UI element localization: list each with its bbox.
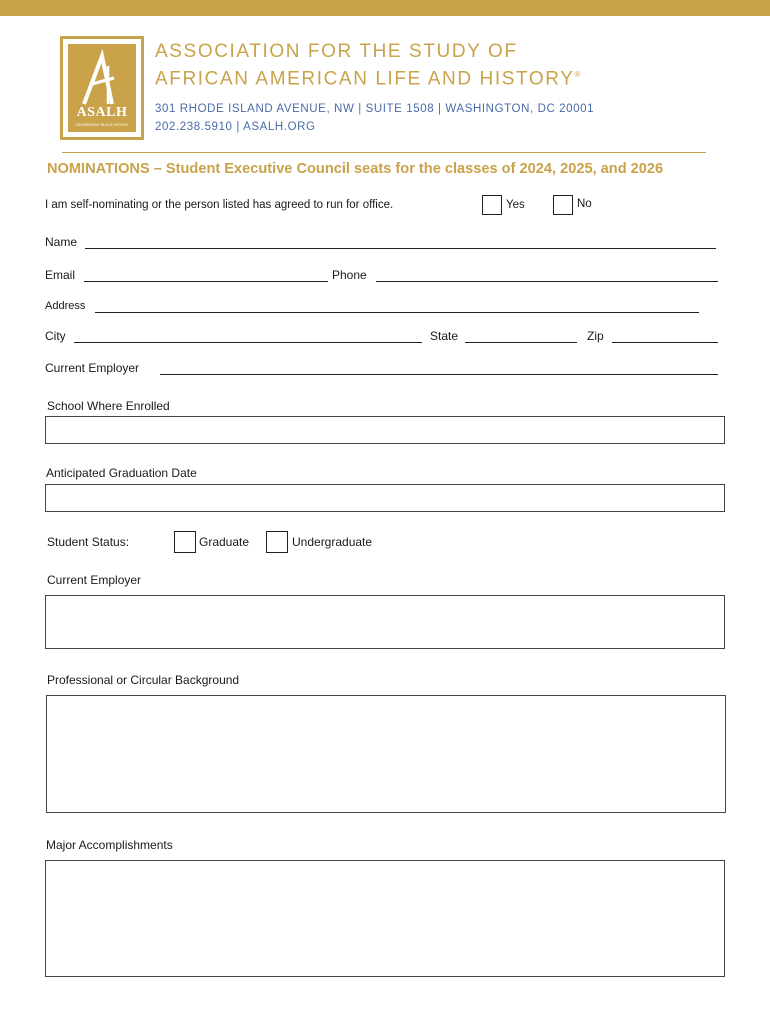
org-title-line1: ASSOCIATION FOR THE STUDY OF — [155, 41, 518, 62]
top-accent-bar — [0, 0, 770, 16]
background-textarea[interactable] — [46, 695, 726, 813]
school-label: School Where Enrolled — [47, 399, 170, 413]
org-address: 301 RHODE ISLAND AVENUE, NW | SUITE 1508 | WASHINGTON, DC 20001 — [155, 103, 595, 115]
accomplishments-label: Major Accomplishments — [46, 838, 173, 852]
org-title — [155, 40, 715, 90]
header-divider — [62, 152, 706, 153]
graduate-label: Graduate — [199, 535, 250, 549]
undergraduate-label: Undergraduate — [292, 535, 373, 549]
yes-label: Yes — [506, 199, 525, 211]
email-label: Email — [45, 268, 76, 282]
current-employer-label: Current Employer — [45, 361, 140, 375]
logo-subtext: CELEBRATING BLACK HISTORY — [75, 123, 129, 127]
state-label: State — [430, 329, 459, 343]
phone-label: Phone — [332, 268, 367, 282]
background-label: Professional or Circular Background — [47, 673, 240, 687]
state-field[interactable] — [465, 342, 577, 343]
org-title-line2: AFRICAN AMERICAN LIFE AND HISTORY® — [155, 68, 583, 90]
self-nominating-label: I am self-nominating or the person listed has agreed to run for office. — [45, 199, 394, 211]
current-employer-box-label: Current Employer — [47, 573, 142, 587]
accomplishments-textarea[interactable] — [45, 860, 725, 977]
logo-wordmark: ASALH — [76, 105, 128, 120]
current-employer-field[interactable] — [160, 374, 718, 375]
email-field[interactable] — [84, 281, 328, 282]
graduation-label: Anticipated Graduation Date — [46, 466, 197, 480]
org-contact — [155, 100, 715, 136]
no-label: No — [577, 198, 592, 210]
address-label: Address — [45, 300, 86, 312]
yes-checkbox[interactable] — [482, 195, 502, 215]
graduate-checkbox[interactable] — [174, 531, 196, 553]
city-label: City — [45, 329, 66, 343]
current-employer-textarea[interactable] — [45, 595, 725, 649]
phone-field[interactable] — [376, 281, 718, 282]
graduation-date-input[interactable] — [45, 484, 725, 512]
name-label: Name — [45, 235, 78, 249]
asalh-logo — [60, 36, 144, 140]
name-field[interactable] — [85, 248, 716, 249]
school-input[interactable] — [45, 416, 725, 444]
no-checkbox[interactable] — [553, 195, 573, 215]
city-field[interactable] — [74, 342, 422, 343]
zip-field[interactable] — [612, 342, 718, 343]
undergraduate-checkbox[interactable] — [266, 531, 288, 553]
form-heading: NOMINATIONS – Student Executive Council seats for the classes of 2024, 2025, and 2026 — [47, 161, 664, 177]
registered-mark: ® — [574, 70, 583, 79]
zip-label: Zip — [587, 329, 604, 343]
student-status-label: Student Status: — [47, 535, 130, 549]
address-field[interactable] — [95, 312, 699, 313]
org-phone-web: 202.238.5910 | ASALH.ORG — [155, 121, 316, 133]
